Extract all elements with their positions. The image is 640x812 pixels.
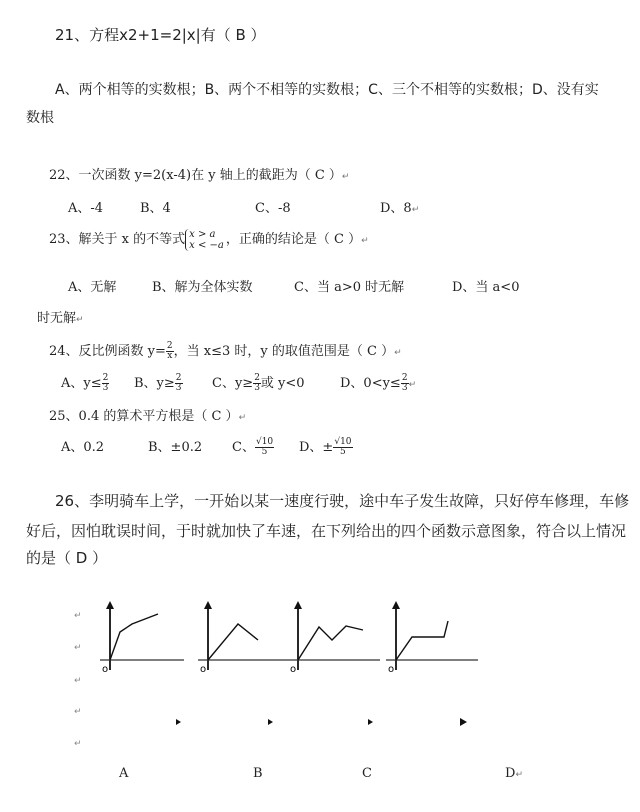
q22-option-c: C、-8 [255, 201, 291, 216]
graph-label-d: D↵ [505, 766, 523, 781]
q21-options-line1: A、两个相等的实数根；B、两个不相等的实数根；C、三个不相等的实数根；D、没有实 [55, 82, 599, 98]
graph-b [196, 600, 290, 675]
fraction-2-over-x: $\frac{2}{x}$ [166, 341, 173, 361]
arrowhead [368, 719, 373, 725]
q26-stem-line1: 26、李明骑车上学，一开始以某一速度行驶，途中车子发生故障，只好停车修理，车修 [55, 492, 630, 510]
q23-option-a: A、无解 [68, 280, 117, 295]
return-mark: ↵ [74, 707, 82, 717]
return-mark: ↵ [74, 611, 82, 621]
q25-option-b: B、±0.2 [148, 440, 203, 455]
arrowhead [268, 719, 273, 725]
q23-stem: 23、解关于 x 的不等式 x > a x < −a ，正确的结论是（ C ）↵ [49, 228, 369, 251]
curve-d [396, 621, 448, 660]
q24-option-a: A、y≤ $\frac{2}{3}$ [61, 373, 109, 393]
arrowhead [460, 718, 467, 726]
inequality-system: x > a x < −a [185, 229, 224, 251]
curve-a [110, 614, 158, 660]
q24-option-d: D、0<y≤ $\frac{2}{3}$ ↵ [340, 373, 417, 393]
q23-option-d-continued: 时无解↵ [37, 311, 84, 326]
arrowhead [176, 719, 181, 725]
q24-option-b: B、y≥ $\frac{2}{3}$ [134, 373, 182, 393]
origin-label: o [388, 664, 395, 675]
q23-option-b: B、解为全体实数 [152, 280, 253, 295]
q22-option-a: A、-4 [68, 201, 104, 216]
q26-stem-line2: 好后，因怕耽误时间，于时就加快了车速，在下列给出的四个函数示意图象，符合以上情况 [26, 522, 627, 540]
q24-stem: 24、反比例函数 y= $\frac{2}{x}$ ，当 x≤3 时，y 的取值范围是（ C ）↵ [49, 341, 402, 361]
origin-label: o [102, 664, 109, 675]
axis-arrowheads [170, 715, 470, 729]
y-axis-arrow [392, 601, 400, 609]
q25-option-c: C、 $\frac{√10}{5}$ [232, 437, 274, 457]
origin-label: o [200, 664, 207, 675]
q23-option-c: C、当 a>0 时无解 [294, 280, 405, 295]
q22-option-d: D、8↵ [380, 201, 420, 216]
q25-option-a: A、0.2 [61, 440, 105, 455]
return-mark: ↵ [74, 739, 82, 749]
graph-label-a: A [119, 766, 129, 781]
q24-option-c: C、y≥ $\frac{2}{3}$ 或 y<0 [212, 373, 305, 393]
return-mark: ↵ [74, 676, 82, 686]
q22-stem: 22、一次函数 y=2(x-4)在 y 轴上的截距为（ C ）↵ [49, 168, 350, 183]
graph-c [288, 600, 382, 675]
graph-d [384, 600, 480, 675]
curve-b [208, 624, 258, 660]
q26-stem-line3: 的是（ D ） [26, 549, 108, 567]
q21-stem: 21、方程x2+1=2|x|有（ B ） [55, 26, 266, 44]
q22-option-b: B、4 [140, 201, 171, 216]
q25-stem: 25、0.4 的算术平方根是（ C ）↵ [49, 409, 247, 424]
y-axis-arrow [294, 601, 302, 609]
curve-c [298, 626, 363, 660]
y-axis-arrow [106, 601, 114, 609]
q21-options-line2: 数根 [26, 110, 54, 126]
y-axis-arrow [204, 601, 212, 609]
q25-option-d: D、± $\frac{√10}{5}$ [299, 437, 352, 457]
q23-option-d: D、当 a<0 [452, 280, 520, 295]
return-mark: ↵ [74, 643, 82, 653]
graph-label-b: B [253, 766, 263, 781]
graph-a [96, 600, 186, 675]
graph-label-c: C [362, 766, 372, 781]
origin-label: o [290, 664, 297, 675]
